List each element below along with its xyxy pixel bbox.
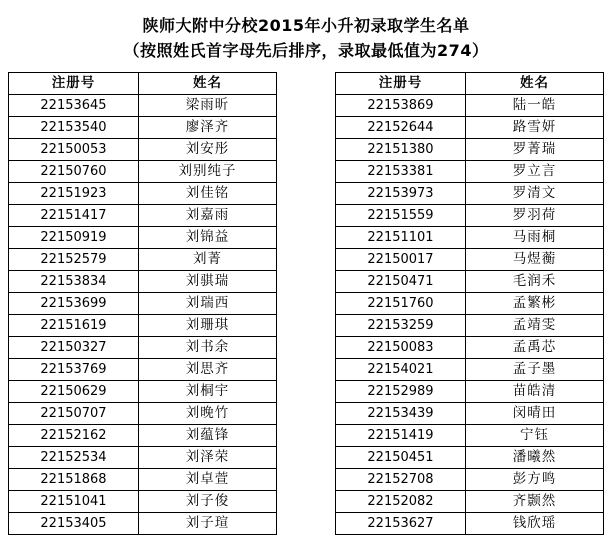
table-row: [9, 403, 277, 425]
table-row: [336, 491, 604, 513]
cell-name: 孟禹芯: [466, 337, 604, 359]
cell-id: 22150707: [9, 403, 139, 425]
column-header-name: 姓名: [139, 73, 277, 95]
cell-id: 22151380: [336, 139, 466, 161]
document-title: [0, 0, 612, 63]
cell-name: 齐颢然: [466, 491, 604, 513]
cell-id: 22153973: [336, 183, 466, 205]
cell-name: 陆一皓: [466, 95, 604, 117]
table-row: [336, 227, 604, 249]
cell-name: 路雪妍: [466, 117, 604, 139]
table-row: [336, 117, 604, 139]
table-row: [9, 95, 277, 117]
cell-id: 22153405: [9, 513, 139, 535]
cell-id: 22152162: [9, 425, 139, 447]
cell-name: 孟靖雯: [466, 315, 604, 337]
cell-id: 22151619: [9, 315, 139, 337]
table-row: [9, 447, 277, 469]
table-row: [9, 513, 277, 535]
table-row: [9, 161, 277, 183]
title-line-2: （按照姓氏首字母先后排序，录取最低值为274）: [123, 41, 489, 60]
table-row: [336, 183, 604, 205]
roster-table-left: [8, 72, 277, 535]
table-row: [336, 469, 604, 491]
roster-tables: [0, 63, 612, 535]
cell-name: 廖泽齐: [139, 117, 277, 139]
roster-table-right: [335, 72, 604, 535]
cell-id: 22152082: [336, 491, 466, 513]
cell-id: 22153259: [336, 315, 466, 337]
cell-id: 22151760: [336, 293, 466, 315]
cell-id: 22151559: [336, 205, 466, 227]
cell-name: 孟繁彬: [466, 293, 604, 315]
cell-id: 22150471: [336, 271, 466, 293]
cell-id: 22153769: [9, 359, 139, 381]
cell-id: 22151419: [336, 425, 466, 447]
table-row: [336, 403, 604, 425]
cell-name: 刘珊琪: [139, 315, 277, 337]
table-row: [336, 337, 604, 359]
cell-name: 闵晴田: [466, 403, 604, 425]
cell-id: 22152644: [336, 117, 466, 139]
table-header-row: [9, 73, 277, 95]
cell-name: 钱欣瑶: [466, 513, 604, 535]
cell-id: 22153439: [336, 403, 466, 425]
cell-name: 潘曦然: [466, 447, 604, 469]
cell-id: 22151923: [9, 183, 139, 205]
cell-id: 22153869: [336, 95, 466, 117]
cell-name: 刘桐宇: [139, 381, 277, 403]
cell-id: 22152534: [9, 447, 139, 469]
table-row: [9, 491, 277, 513]
table-row: [336, 425, 604, 447]
cell-id: 22151868: [9, 469, 139, 491]
table-row: [336, 447, 604, 469]
table-row: [9, 117, 277, 139]
table-body-right: [336, 95, 604, 535]
table-row: [9, 249, 277, 271]
cell-id: 22150017: [336, 249, 466, 271]
table-body-left: [9, 95, 277, 535]
cell-id: 22150919: [9, 227, 139, 249]
table-row: [336, 293, 604, 315]
cell-name: 刘子俊: [139, 491, 277, 513]
cell-name: 罗立言: [466, 161, 604, 183]
cell-name: 刘书余: [139, 337, 277, 359]
table-row: [9, 315, 277, 337]
cell-id: 22150327: [9, 337, 139, 359]
cell-name: 苗皓清: [466, 381, 604, 403]
cell-name: 刘嘉雨: [139, 205, 277, 227]
cell-id: 22153381: [336, 161, 466, 183]
cell-id: 22150083: [336, 337, 466, 359]
cell-name: 孟子墨: [466, 359, 604, 381]
table-row: [9, 271, 277, 293]
table-row: [9, 425, 277, 447]
cell-name: 刘晚竹: [139, 403, 277, 425]
table-row: [9, 139, 277, 161]
cell-name: 彭方鸣: [466, 469, 604, 491]
table-header-row: [336, 73, 604, 95]
cell-id: 22153627: [336, 513, 466, 535]
cell-id: 22152989: [336, 381, 466, 403]
cell-name: 罗菁瑞: [466, 139, 604, 161]
cell-id: 22153834: [9, 271, 139, 293]
cell-name: 刘蕴锋: [139, 425, 277, 447]
cell-name: 宁钰: [466, 425, 604, 447]
column-header-id: 注册号: [9, 73, 139, 95]
cell-name: 刘泽荣: [139, 447, 277, 469]
table-row: [336, 513, 604, 535]
cell-id: 22151101: [336, 227, 466, 249]
cell-id: 22151417: [9, 205, 139, 227]
table-row: [336, 271, 604, 293]
cell-name: 马雨桐: [466, 227, 604, 249]
cell-id: 22150451: [336, 447, 466, 469]
table-row: [336, 359, 604, 381]
column-header-name: 姓名: [466, 73, 604, 95]
cell-name: 刘锦益: [139, 227, 277, 249]
table-row: [336, 139, 604, 161]
table-row: [9, 293, 277, 315]
cell-id: 22150760: [9, 161, 139, 183]
cell-id: 22154021: [336, 359, 466, 381]
table-row: [9, 205, 277, 227]
cell-name: 刘子瑄: [139, 513, 277, 535]
cell-id: 22153645: [9, 95, 139, 117]
cell-name: 罗羽荷: [466, 205, 604, 227]
cell-name: 刘安彤: [139, 139, 277, 161]
cell-name: 罗清文: [466, 183, 604, 205]
cell-name: 刘别纯子: [139, 161, 277, 183]
table-row: [9, 337, 277, 359]
cell-name: 马煜蘅: [466, 249, 604, 271]
table-row: [336, 205, 604, 227]
table-row: [336, 381, 604, 403]
table-row: [9, 469, 277, 491]
cell-name: 刘卓萱: [139, 469, 277, 491]
cell-name: 刘瑞西: [139, 293, 277, 315]
cell-id: 22151041: [9, 491, 139, 513]
cell-name: 毛润禾: [466, 271, 604, 293]
cell-id: 22150629: [9, 381, 139, 403]
cell-id: 22152708: [336, 469, 466, 491]
cell-name: 刘骐瑞: [139, 271, 277, 293]
cell-name: 梁雨昕: [139, 95, 277, 117]
title-line-1: 陕师大附中分校2015年小升初录取学生名单: [142, 16, 470, 35]
cell-id: 22150053: [9, 139, 139, 161]
table-row: [9, 359, 277, 381]
column-header-id: 注册号: [336, 73, 466, 95]
cell-name: 刘思齐: [139, 359, 277, 381]
cell-id: 22152579: [9, 249, 139, 271]
table-row: [336, 249, 604, 271]
cell-name: 刘菁: [139, 249, 277, 271]
cell-name: 刘佳铭: [139, 183, 277, 205]
table-row: [9, 227, 277, 249]
table-row: [336, 95, 604, 117]
table-row: [336, 161, 604, 183]
cell-id: 22153540: [9, 117, 139, 139]
table-row: [9, 183, 277, 205]
cell-id: 22153699: [9, 293, 139, 315]
table-row: [336, 315, 604, 337]
table-row: [9, 381, 277, 403]
